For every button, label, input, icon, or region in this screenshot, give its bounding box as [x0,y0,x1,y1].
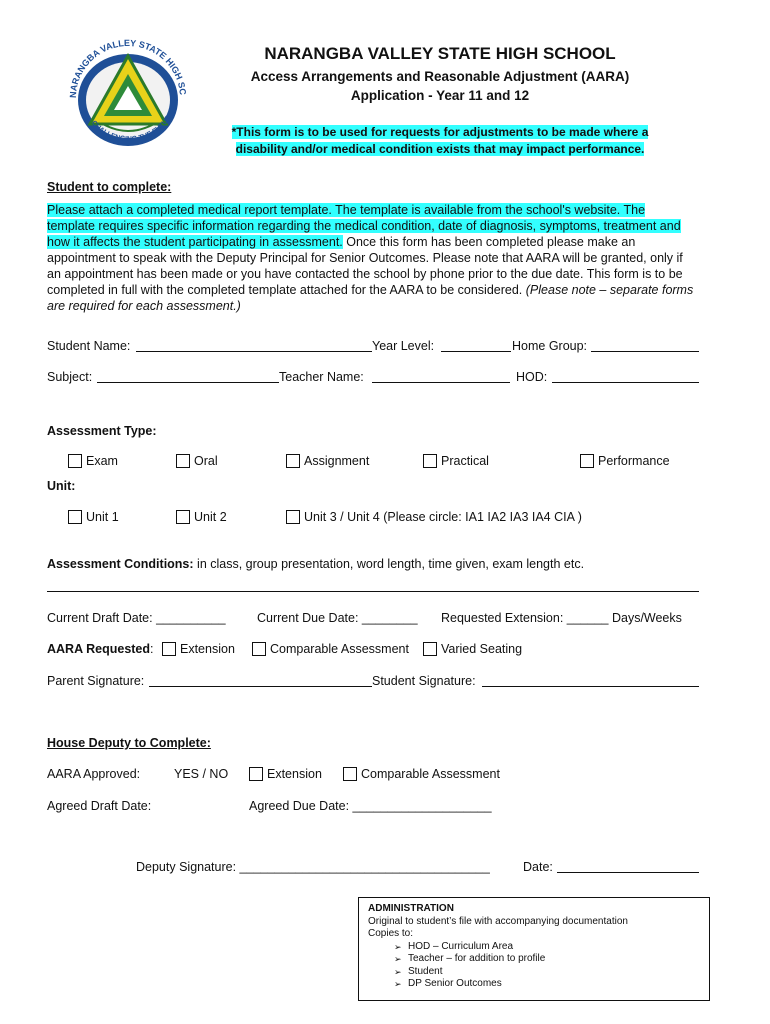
checkbox-request-comparable[interactable] [252,641,409,657]
list-item: ➢ Student [368,966,709,979]
deputy-section-heading: House Deputy to Complete: [47,736,211,750]
student-signature-field[interactable] [482,686,699,687]
teacher-name-label: Teacher Name: [279,370,364,384]
checkbox-label: Performance [598,454,670,468]
checkbox-assignment[interactable] [286,453,369,469]
administration-box [358,897,710,1001]
checkbox-label: Varied Seating [441,642,523,656]
school-logo [58,26,198,156]
checkbox-approved-extension[interactable] [249,766,322,782]
requested-extension[interactable]: Requested Extension: ______ Days/Weeks [441,611,682,625]
checkbox-practical[interactable] [423,453,489,469]
checkbox-approved-comparable[interactable] [343,766,500,782]
administration-line-2: Copies to: [368,928,414,939]
checkbox-unit-3-4[interactable] [286,509,582,525]
subject-field[interactable] [97,382,279,383]
home-group-label: Home Group: [512,339,588,353]
checkbox-box[interactable] [68,454,82,468]
instr-line-7-note: are required for each assessment.) [47,299,241,313]
student-signature-label: Student Signature: [372,674,476,688]
checkbox-label: Extension [180,642,235,656]
checkbox-box[interactable] [423,642,437,656]
checkbox-label: Practical [441,454,489,468]
student-name-label: Student Name: [47,339,131,353]
year-level-label: Year Level: [372,339,435,353]
instr-line-3-rest: Once this form has been completed please make an [342,235,636,249]
hod-label: HOD: [516,370,548,384]
checkbox-label: Extension [267,767,322,781]
instr-line-5: an appointment has been made or you have contacted the school by phone prior to the due date. This form is to be [47,267,683,281]
date-field[interactable] [557,872,699,873]
current-draft-date[interactable]: Current Draft Date: __________ [47,611,226,625]
hod-field[interactable] [552,382,699,383]
list-item: ➢ DP Senior Outcomes [368,978,709,991]
administration-line-1: Original to student’s file with accompanying documentation [368,915,628,927]
home-group-field[interactable] [591,351,699,352]
notice-line-2: disability and/or medical condition exists that may impact performance. [235,142,645,156]
list-item: ➢ HOD – Curriculum Area [368,941,709,954]
checkbox-label: Assignment [304,454,370,468]
checkbox-box[interactable] [162,642,176,656]
checkbox-request-varied-seating[interactable] [423,641,522,657]
school-name: NARANGBA VALLEY STATE HIGH SCHOOL [264,44,616,63]
checkbox-box[interactable] [176,454,190,468]
checkbox-unit-1[interactable] [68,509,119,525]
parent-signature-field[interactable] [149,686,372,687]
checkbox-box[interactable] [286,510,300,524]
form-title: Access Arrangements and Reasonable Adjustment (AARA) [250,69,630,84]
instructions-paragraph [47,202,727,314]
checkbox-performance[interactable] [580,453,670,469]
date-label: Date: [523,860,553,874]
assessment-type-heading: Assessment Type: [47,424,157,438]
checkbox-box[interactable] [423,454,437,468]
checkbox-exam[interactable] [68,453,118,469]
checkbox-unit-2[interactable] [176,509,227,525]
logo-arc-text-top: NARANGBA VALLEY STATE HIGH SC [67,37,188,99]
instr-line-1: Please attach a completed medical report template. The template is available from the school's website. The [47,203,646,217]
checkbox-label: Unit 3 / Unit 4 (Please circle: IA1 IA2 IA3 IA4 CIA ) [304,510,582,524]
checkbox-label: Comparable Assessment [361,767,500,781]
checkbox-oral[interactable] [176,453,218,469]
logo-arc-text-bottom: CHALLENGING THE FUTUR [89,114,173,144]
conditions-label: Assessment Conditions: [47,557,194,571]
checkbox-box[interactable] [286,454,300,468]
deputy-signature[interactable]: Deputy Signature: ____________________________________ [136,860,490,874]
student-name-field[interactable] [136,351,372,352]
checkbox-label: Unit 2 [194,510,227,524]
student-section-heading: Student to complete: [47,180,172,194]
unit-heading: Unit: [47,479,76,493]
agreed-due-date[interactable]: Agreed Due Date: ____________________ [249,799,492,813]
form-subtitle: Application - Year 11 and 12 [350,88,530,103]
year-level-field[interactable] [441,351,511,352]
aara-requested-colon: : [150,642,154,656]
instr-line-4: appointment to speak with the Deputy Principal for Senior Outcomes. Please note that AARA will be granted, only if [47,251,683,265]
checkbox-label: Oral [194,454,218,468]
aara-requested-label [47,641,154,657]
notice-line-1: *This form is to be used for requests for adjustments to be made where a [231,125,649,139]
checkbox-request-extension[interactable] [162,641,235,657]
checkbox-box[interactable] [249,767,263,781]
aara-requested-text: AARA Requested [47,642,151,656]
yes-no-option[interactable]: YES / NO [174,767,229,781]
subject-label: Subject: [47,370,93,384]
parent-signature-label: Parent Signature: [47,674,145,688]
instr-line-3: how it affects the student participating in assessment. [47,235,343,249]
checkbox-label: Comparable Assessment [270,642,409,656]
instr-line-6: completed in full with the completed template attached for the AARA to be considered. [47,283,526,297]
conditions-hint: in class, group presentation, word length, time given, exam length etc. [193,557,585,571]
aara-approved-label: AARA Approved: [47,767,141,781]
teacher-name-field[interactable] [372,382,510,383]
instr-line-2: template requires specific information regarding the medical condition, date of diagnosis, symptoms, treatment and [47,219,681,233]
copies-list [368,941,709,991]
agreed-draft-date-label: Agreed Draft Date: [47,799,152,813]
checkbox-label: Exam [86,454,118,468]
checkbox-box[interactable] [68,510,82,524]
administration-title: ADMINISTRATION [368,903,454,914]
notice [200,124,680,158]
assessment-conditions [47,556,584,572]
conditions-field[interactable] [47,591,699,592]
checkbox-box[interactable] [343,767,357,781]
checkbox-box[interactable] [176,510,190,524]
checkbox-box[interactable] [252,642,266,656]
checkbox-label: Unit 1 [86,510,119,524]
current-due-date[interactable]: Current Due Date: ________ [257,611,418,625]
list-item: ➢ Teacher – for addition to profile [368,953,709,966]
instr-line-6-note: (Please note – separate forms [525,283,694,297]
checkbox-box[interactable] [580,454,594,468]
